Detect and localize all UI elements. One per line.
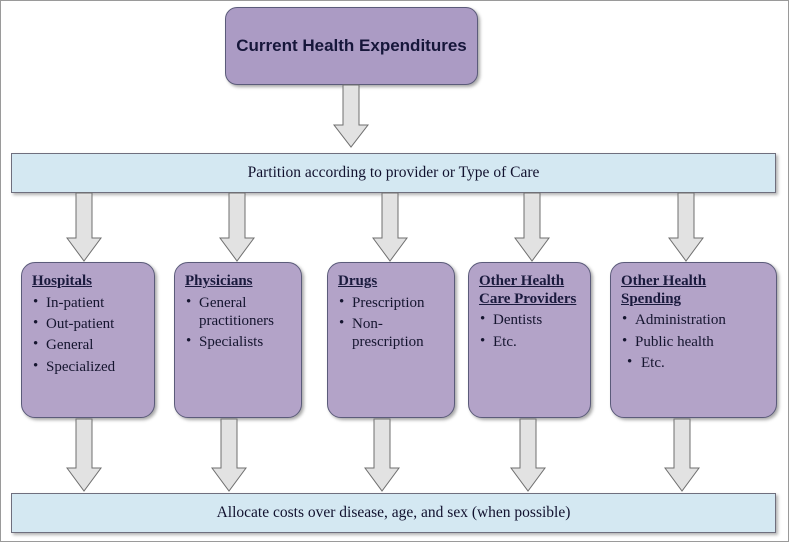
list-item: • Public health [621, 333, 768, 351]
node-other-health-care-providers-heading: Other Health Care Providers [479, 273, 577, 307]
node-drugs [327, 262, 455, 418]
arrow-partition-to-hospitals [67, 193, 105, 265]
arrow-hospitals-to-allocate [67, 419, 105, 494]
arrow-physicians-to-allocate [212, 419, 250, 494]
arrow-top-to-partition [334, 85, 372, 151]
node-other-health-spending-list [621, 311, 768, 372]
list-item: • Specialized [32, 358, 146, 376]
list-item: • Out-patient [32, 315, 146, 333]
list-item: • General practitioners [185, 294, 293, 331]
band-partition-label: Partition according to provider or Type of Care [247, 164, 540, 181]
list-item: • Non-prescription [338, 315, 446, 352]
node-drugs-heading: Drugs [338, 273, 378, 289]
list-item: • Administration [621, 311, 768, 329]
node-physicians-heading: Physicians [185, 273, 253, 289]
list-item: • Etc. [621, 354, 768, 372]
node-physicians [174, 262, 302, 418]
list-item: • Etc. [479, 333, 582, 351]
arrow-partition-to-other-providers [515, 193, 553, 265]
list-item: • General [32, 336, 146, 354]
arrow-drugs-to-allocate [365, 419, 403, 494]
node-other-health-spending [610, 262, 777, 418]
node-hospitals [21, 262, 155, 418]
node-drugs-list [338, 294, 446, 352]
band-allocate-label: Allocate costs over disease, age, and sex (when possible) [216, 504, 571, 521]
list-item: • Specialists [185, 333, 293, 351]
node-title: Current Health Expenditures [236, 36, 467, 56]
node-hospitals-heading: Hospitals [32, 273, 93, 289]
arrow-other-spending-to-allocate [665, 419, 703, 494]
node-other-health-spending-heading: Other Health Spending [621, 273, 707, 307]
arrow-partition-to-other-spending [669, 193, 707, 265]
arrow-partition-to-physicians [220, 193, 258, 265]
node-current-health-expenditures [225, 7, 478, 85]
node-other-health-care-providers [468, 262, 591, 418]
node-hospitals-list [32, 294, 146, 376]
list-item: • Prescription [338, 294, 446, 312]
list-item: • In-patient [32, 294, 146, 312]
arrow-other-providers-to-allocate [511, 419, 549, 494]
band-allocate [11, 493, 776, 533]
arrow-partition-to-drugs [373, 193, 411, 265]
band-partition [11, 153, 776, 193]
node-physicians-list [185, 294, 293, 352]
list-item: • Dentists [479, 311, 582, 329]
node-other-health-care-providers-list [479, 311, 582, 351]
